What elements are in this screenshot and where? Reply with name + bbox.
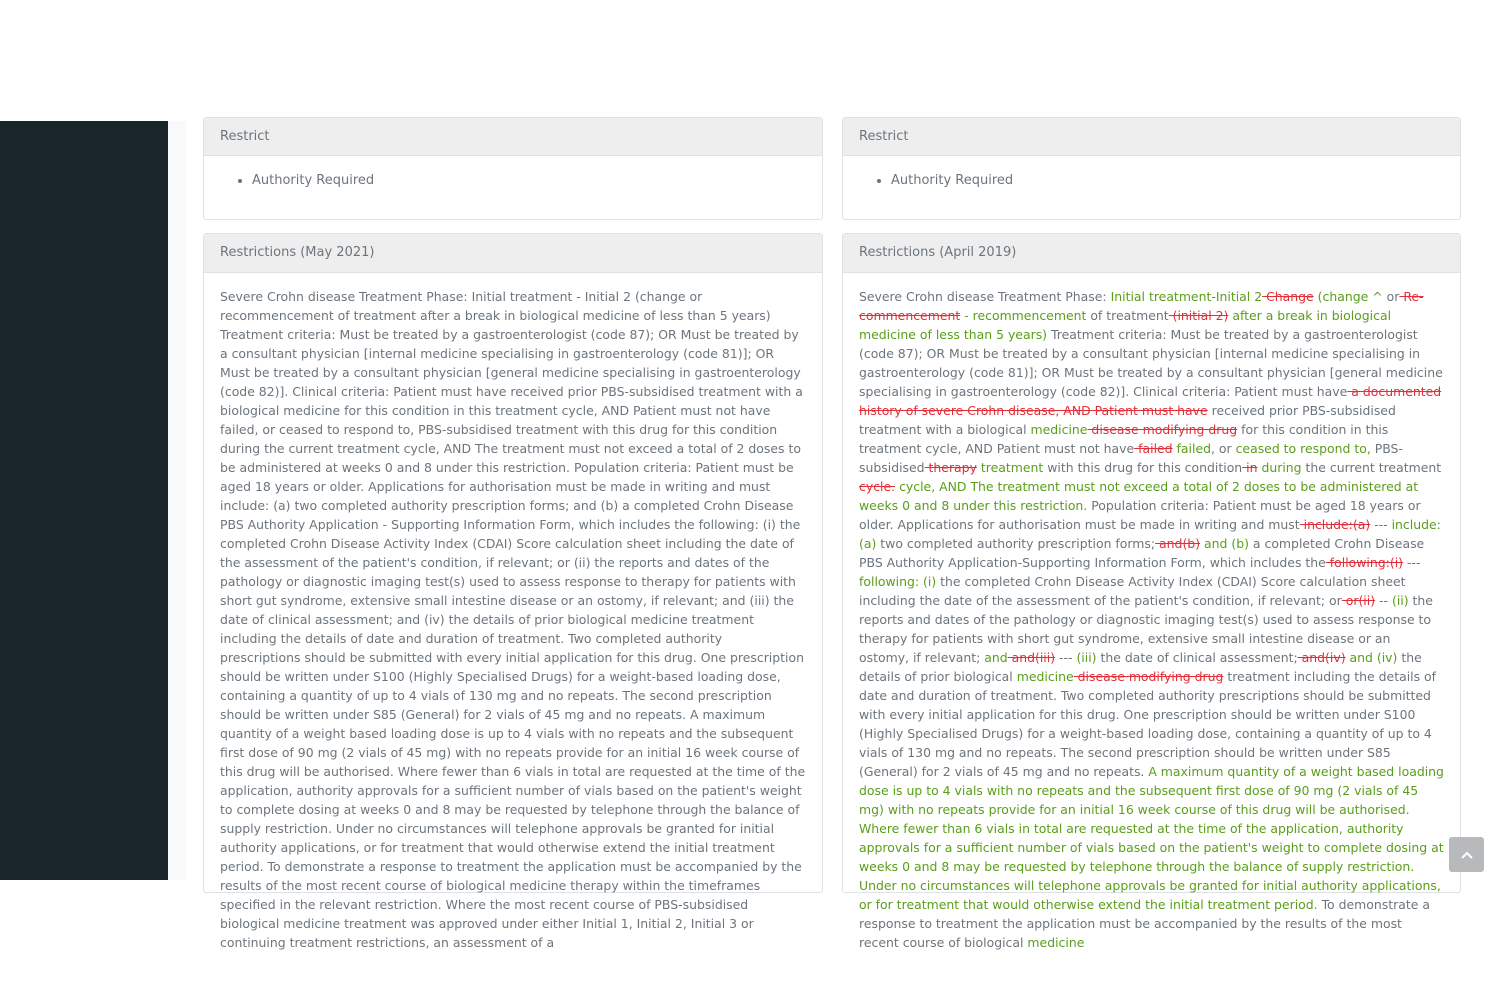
diff-unchanged-text: Population criteria: Patient must be aged 18 years or older. Applications for authorisation must be made in writing and must: [859, 498, 1421, 532]
diff-added-text: during: [1257, 460, 1302, 475]
restrict-card-left: [203, 117, 823, 220]
diff-added-text: (ii): [1391, 593, 1409, 608]
diff-removed-text: disease modifying drug: [1073, 669, 1224, 684]
diff-unchanged-text: ---: [1403, 555, 1421, 570]
diff-removed-text: therapy: [924, 460, 977, 475]
restrict-card-right: [842, 117, 1461, 220]
diff-removed-text: a documented history of severe Crohn disease, AND Patient must have: [859, 384, 1442, 418]
diff-unchanged-text: ---: [1055, 650, 1077, 665]
app-window: [0, 121, 1493, 950]
diff-removed-text: and(iii): [1007, 650, 1056, 665]
diff-unchanged-text: with this drug for this condition: [1043, 460, 1243, 475]
restrictions-card-right: [842, 233, 1461, 950]
diff-unchanged-text: the details of prior biological: [859, 650, 1422, 684]
diff-added-text: Initial treatment-Initial 2: [1110, 289, 1263, 304]
diff-unchanged-text: ---: [1370, 517, 1392, 532]
diff-unchanged-text: the reports and dates of the pathology or diagnostic imaging test(s) used to assess response to therapy for patients with short gut syndrome, extensive small intestine disease or an ostomy, if relevant;: [859, 593, 1433, 665]
diff-added-text: include: (a): [859, 517, 1441, 551]
diff-added-text: treatment: [976, 460, 1044, 475]
diff-removed-text: cycle.: [859, 479, 896, 494]
restrictions-header-right: Restrictions (April 2019): [843, 234, 1460, 273]
diff-removed-text: in: [1242, 460, 1258, 475]
diff-unchanged-text: Treatment criteria: Must be treated by a gastroenterologist (code 87); OR Must be treated by a consultant physician [internal medicine specialising in gastroenterology (code 81)]; OR Must be treated by a consultant physician [general medicine specialising in gastroenterology (code 82)]. Clinical criteria: Patient must have: [859, 327, 1443, 399]
main-content: [186, 121, 1493, 950]
scroll-to-top-button[interactable]: [1449, 837, 1484, 872]
restrict-header-right: Restrict: [843, 118, 1460, 156]
diff-removed-text: following:(i): [1325, 555, 1404, 570]
restrict-list-right: [843, 170, 1460, 192]
diff-added-text: medicine: [1030, 422, 1088, 437]
diff-removed-text: failed: [1134, 441, 1173, 456]
diff-added-text: A maximum quantity of a weight based loading dose is up to 4 vials with no repeats and the subsequent first dose of 90 mg (2 vials of 45 mg) with no repeats provide for an initial 16 week course of this drug will be authorised. Where fewer than 6 vials in total are requested at the time of the application, authority approvals for a sufficient number of vials based on the patient's weight to complete dosing at weeks 0 and 8 may be requested by telephone through the balance of supply restriction. Under no circumstances will telephone approvals be granted for initial authority applications, or for treatment that would otherwise extend the initial treatment period.: [859, 764, 1444, 912]
chevron-up-icon: [1461, 851, 1473, 859]
diff-unchanged-text: Severe Crohn disease Treatment Phase:: [859, 289, 1111, 304]
diff-unchanged-text: the date of clinical assessment;: [1096, 650, 1298, 665]
restrictions-text-left: Severe Crohn disease Treatment Phase: Initial treatment - Initial 2 (change or recommencement of treatment after a break in biological medicine of less than 5 years) Treatment criteria: Must be treated by a gastroenterologist (code 87); OR Must be treated by a consultant physician [internal medicine specialising in gastroenterology (code 81)]; OR Must be treated by a consultant physician [general medicine specialising in gastroenterology (code 82)]. Clinical criteria: Patient must have received prior PBS-subsidised treatment with a biological medicine for this condition in this treatment cycle, AND Patient must not have failed, or ceased to respond to, PBS-subsidised treatment with this drug for this condition during the current treatment cycle, AND The treatment must not exceed a total of 2 doses to be administered at weeks 0 and 8 under this restriction. Population criteria: Patient must be aged 18 years or older. Applications for authorisation must be made in writing and must include: (a) two completed authority prescription forms; and (b) a completed Crohn Disease PBS Authority Application - Supporting Information Form, which includes the following: (i) the completed Crohn Disease Activity Index (CDAI) Score calculation sheet including the date of the assessment of the patient's condition, if relevant; or (ii) the reports and dates of the pathology or diagnostic imaging test(s) used to assess response to therapy for patients with short gut syndrome, extensive small intestine disease or an ostomy, if relevant; and (iii) the date of clinical assessment; and (iv) the details of prior biological medicine treatment including the details of date and duration of treatment. Two completed authority prescriptions should be submitted with every initial application for this drug. One prescription should be written under S100 (Highly Specialised Drugs) for a weight-based loading dose, containing a quantity of up to 4 vials of 130 mg and no repeats. The second prescription should be written under S85 (General) for 2 vials of 45 mg and no repeats. A maximum quantity of a weight based loading dose is up to 4 vials with no repeats and the subsequent first dose of 90 mg (2 vials of 45 mg) with no repeats provide for an initial 16 week course of this drug will be authorised. Where fewer than 6 vials in total are requested at the time of the application, authority approvals for a sufficient number of vials based on the patient's weight to complete dosing at weeks 0 and 8 may be requested by telephone through the balance of supply restriction. Under no circumstances will telephone approvals be granted for initial authority applications, or for treatment that would otherwise extend the initial treatment period. To demonstrate a response to treatment the application must be accompanied by the results of the most recent course of biological medicine therapy within the timeframes specified in the relevant restriction. Where the most recent course of PBS-subsidised biological medicine treatment was approved under either Initial 1, Initial 2, Initial 3 or continuing treatment restrictions, an assessment of a: [220, 289, 806, 950]
diff-unchanged-text: the completed Crohn Disease Activity Index (CDAI) Score calculation sheet including the date of the assessment of the patient's condition, if relevant; or: [859, 574, 1406, 608]
diff-unchanged-text: received prior PBS-subsidised treatment with a biological: [859, 403, 1396, 437]
diff-added-text: following: (i): [859, 574, 937, 589]
restrict-list-left: [204, 170, 822, 192]
diff-added-text: cycle, AND The treatment must not exceed a total of 2 doses to be administered at weeks 0 and 8 under this restriction.: [859, 479, 1419, 513]
restrictions-card-left: [203, 233, 823, 950]
diff-unchanged-text: a completed Crohn Disease PBS Authority Application-Supporting Information Form, which includes the: [859, 536, 1425, 570]
diff-unchanged-text: for this condition in this treatment cycle, AND Patient must not have: [859, 422, 1389, 456]
diff-removed-text: include:(a): [1299, 517, 1371, 532]
diff-unchanged-text: two completed authority prescription forms;: [876, 536, 1156, 551]
diff-removed-text: Change: [1262, 289, 1314, 304]
restrict-header-left: Restrict: [204, 118, 822, 156]
diff-added-text: (iii): [1076, 650, 1097, 665]
restrict-item: • Authority Required: [252, 170, 822, 192]
diff-added-text: and (iv): [1345, 650, 1398, 665]
diff-removed-text: disease modifying drug: [1087, 422, 1238, 437]
diff-added-text: failed: [1172, 441, 1211, 456]
diff-removed-text: and(b): [1155, 536, 1201, 551]
restrictions-header-left: Restrictions (May 2021): [204, 234, 822, 273]
diff-added-text: and: [984, 650, 1008, 665]
diff-added-text: and (b): [1200, 536, 1249, 551]
diff-removed-text: (initial 2): [1168, 308, 1229, 323]
sidebar: [0, 121, 168, 880]
diff-unchanged-text: PBS-subsidised: [859, 441, 1403, 475]
diff-unchanged-text: To demonstrate a response to treatment the application must be accompanied by the results of the most recent course of biological: [859, 897, 1430, 950]
restrict-item: • Authority Required: [891, 170, 1460, 192]
diff-unchanged-text: or: [1386, 289, 1400, 304]
diff-added-text: medicine: [1027, 935, 1085, 950]
restrictions-diff-right: [843, 273, 1460, 952]
diff-unchanged-text: , or: [1211, 441, 1236, 456]
diff-added-text: after a break in biological medicine of less than 5 years): [859, 308, 1392, 342]
diff-unchanged-text: --: [1375, 593, 1392, 608]
diff-unchanged-text: treatment including the details of date and duration of treatment. Two completed authority prescriptions should be submitted with every initial application for this drug. One prescription should be written under S100 (Highly Specialised Drugs) for a weight-based loading dose, containing a quantity of up to 4 vials of 130 mg and no repeats. The second prescription should be written under S85 (General) for 2 vials of 45 mg and no repeats.: [859, 669, 1437, 779]
diff-added-text: - recommencement: [960, 308, 1087, 323]
diff-added-text: ceased to respond to,: [1235, 441, 1371, 456]
diff-removed-text: Re-commencement: [859, 289, 1424, 323]
diff-added-text: medicine: [1016, 669, 1074, 684]
diff-added-text: (change ^: [1313, 289, 1387, 304]
diff-removed-text: and(iv): [1297, 650, 1346, 665]
diff-unchanged-text: of treatment: [1086, 308, 1169, 323]
diff-removed-text: or(ii): [1341, 593, 1376, 608]
diff-unchanged-text: the current treatment: [1301, 460, 1442, 475]
